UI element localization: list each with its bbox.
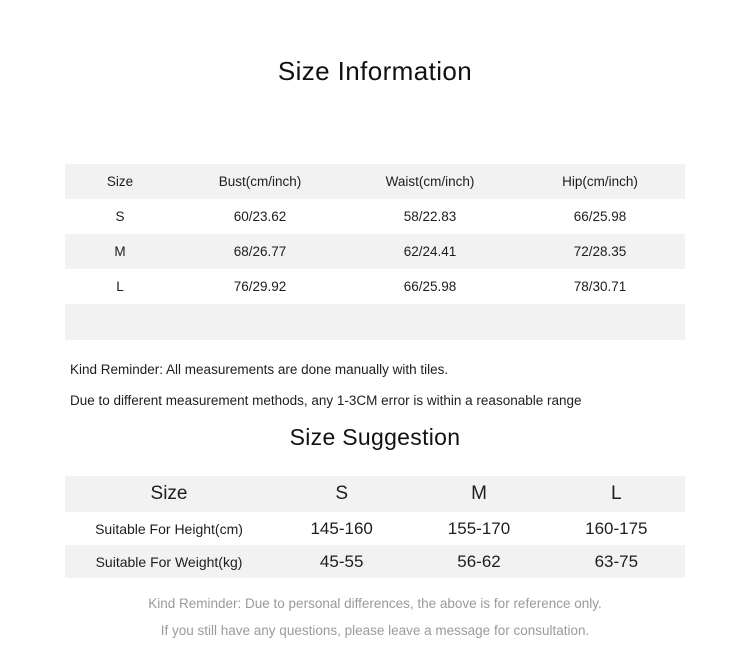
footer-notes xyxy=(65,578,685,644)
cell-weight-m: 56-62 xyxy=(457,551,501,571)
reminder-block xyxy=(65,340,685,416)
size-table-head xyxy=(65,164,685,199)
table-row xyxy=(65,234,685,269)
cell-size: S xyxy=(115,209,125,224)
cell-weight-l: 63-75 xyxy=(594,551,639,571)
suggestion-header-s: S xyxy=(335,483,348,504)
cell-hip: 78/30.71 xyxy=(573,279,627,294)
suggestion-header-l: L xyxy=(611,483,622,504)
table-row xyxy=(65,545,685,578)
table-row xyxy=(65,164,685,199)
cell-size: L xyxy=(116,279,124,294)
column-header-hip: Hip(cm/inch) xyxy=(562,174,638,189)
suggestion-table xyxy=(65,476,685,578)
column-header-size: Size xyxy=(106,174,134,189)
cell-hip: 66/25.98 xyxy=(573,209,627,224)
table-row xyxy=(65,199,685,234)
suggestion-table-container xyxy=(65,451,685,578)
cell-size: M xyxy=(114,244,126,259)
reminder-line-1: Kind Reminder: All measurements are done manually with tiles. xyxy=(70,362,449,377)
page-title: Size Information xyxy=(277,56,473,86)
cell-bust: 60/23.62 xyxy=(233,209,287,224)
footer-note-2: If you still have any questions, please leave a message for consultation. xyxy=(160,623,590,638)
cell-height-l: 160-175 xyxy=(585,518,648,538)
column-header-waist: Waist(cm/inch) xyxy=(385,174,475,189)
cell-waist: 66/25.98 xyxy=(403,279,457,294)
cell-waist: 58/22.83 xyxy=(403,209,457,224)
suggestion-header-size: Size xyxy=(150,483,188,504)
cell-waist: 62/24.41 xyxy=(403,244,457,259)
table-row xyxy=(65,269,685,304)
row-label-height: Suitable For Height(cm) xyxy=(95,520,243,537)
cell-hip: 72/28.35 xyxy=(573,244,627,259)
cell-bust: 76/29.92 xyxy=(233,279,287,294)
size-table-body xyxy=(65,199,685,304)
size-suggestion-title: Size Suggestion xyxy=(289,424,461,450)
cell-height-m: 155-170 xyxy=(447,518,511,538)
reminder-line-2: Due to different measurement methods, any 1-3CM error is within a reasonable range xyxy=(70,393,582,408)
size-table xyxy=(65,164,685,304)
suggestion-table-body xyxy=(65,476,685,578)
cell-height-s: 145-160 xyxy=(310,518,373,538)
size-table-container xyxy=(65,87,685,304)
suggestion-header-m: M xyxy=(471,483,487,504)
cell-weight-s: 45-55 xyxy=(319,551,364,571)
cell-bust: 68/26.77 xyxy=(233,244,287,259)
column-header-bust: Bust(cm/inch) xyxy=(218,174,302,189)
table-spacer-band xyxy=(65,304,685,340)
table-row xyxy=(65,512,685,545)
row-label-weight: Suitable For Weight(kg) xyxy=(95,553,243,570)
table-row xyxy=(65,476,685,512)
footer-note-1: Kind Reminder: Due to personal differences, the above is for reference only. xyxy=(148,596,602,611)
